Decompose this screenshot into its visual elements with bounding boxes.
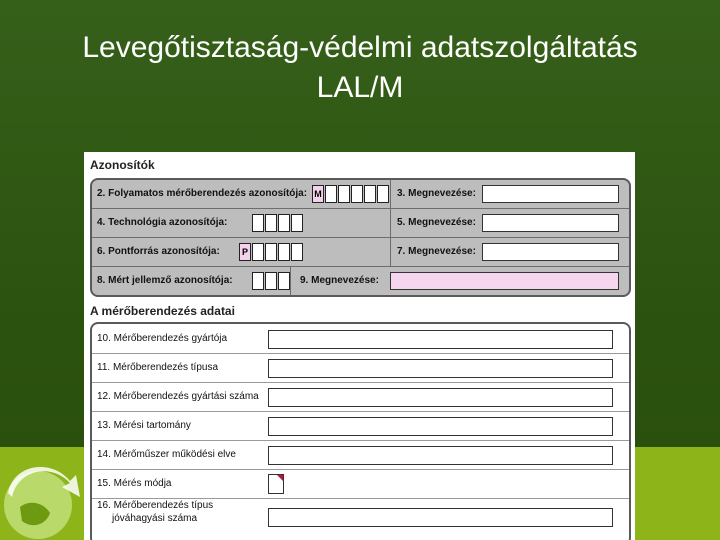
field-8-cells xyxy=(252,272,291,290)
id-row-3 xyxy=(92,238,629,267)
field-16-label: 16. Mérőberendezés típus xyxy=(97,500,214,511)
divider xyxy=(290,267,291,295)
id-cell[interactable] xyxy=(265,272,277,290)
title-line-2: LAL/M xyxy=(316,71,404,104)
id-cell[interactable] xyxy=(291,243,303,261)
device-row xyxy=(92,498,629,538)
globe-arrow-icon xyxy=(0,447,84,540)
id-cell[interactable] xyxy=(364,185,376,203)
device-row xyxy=(92,324,629,354)
id-row-4 xyxy=(92,267,629,295)
id-cell[interactable] xyxy=(351,185,363,203)
field-6-prefix: P xyxy=(239,243,251,261)
field-5-label: 5. Megnevezése: xyxy=(397,217,476,228)
field-2-cells xyxy=(312,185,390,203)
device-row xyxy=(92,469,629,499)
device-row xyxy=(92,411,629,441)
device-row xyxy=(92,440,629,470)
field-2-prefix: M xyxy=(312,185,324,203)
field-15-label: 15. Mérés módja xyxy=(97,478,172,489)
field-14-input[interactable] xyxy=(268,446,613,465)
id-cell[interactable] xyxy=(252,243,264,261)
identifiers-section-title: Azonosítók xyxy=(90,158,155,172)
id-cell[interactable] xyxy=(325,185,337,203)
field-16-input[interactable] xyxy=(268,508,613,527)
device-box xyxy=(90,322,631,540)
id-cell[interactable] xyxy=(278,243,290,261)
field-16-label-line2: jóváhagyási száma xyxy=(112,513,198,524)
field-4-label: 4. Technológia azonosítója: xyxy=(97,217,228,228)
id-row-1 xyxy=(92,180,629,209)
divider xyxy=(390,238,391,266)
id-cell[interactable] xyxy=(265,243,277,261)
field-13-label: 13. Mérési tartomány xyxy=(97,420,191,431)
divider xyxy=(390,209,391,237)
field-11-input[interactable] xyxy=(268,359,613,378)
field-4-cells xyxy=(252,214,304,232)
title-line-1: Levegőtisztaság-védelmi adatszolgáltatás xyxy=(82,31,638,64)
field-11-label: 11. Mérőberendezés típusa xyxy=(97,362,219,373)
id-cell[interactable] xyxy=(265,214,277,232)
field-10-input[interactable] xyxy=(268,330,613,349)
field-12-label: 12. Mérőberendezés gyártási száma xyxy=(97,391,259,402)
field-3-input[interactable] xyxy=(482,185,619,203)
field-9-label: 9. Megnevezése: xyxy=(300,275,379,286)
field-6-label: 6. Pontforrás azonosítója: xyxy=(97,246,220,257)
device-row xyxy=(92,353,629,383)
device-row xyxy=(92,382,629,412)
field-9-input[interactable] xyxy=(390,272,619,290)
field-2-label: 2. Folyamatos mérőberendezés azonosítója: xyxy=(97,188,308,199)
id-cell[interactable] xyxy=(278,272,290,290)
field-10-label: 10. Mérőberendezés gyártója xyxy=(97,333,228,344)
device-section-title: A mérőberendezés adatai xyxy=(90,304,235,318)
id-cell[interactable] xyxy=(377,185,389,203)
field-7-input[interactable] xyxy=(482,243,619,261)
field-14-label: 14. Mérőműszer működési elve xyxy=(97,449,236,460)
id-cell[interactable] xyxy=(252,272,264,290)
slide-title xyxy=(0,28,720,108)
form-image xyxy=(84,152,635,540)
id-cell[interactable] xyxy=(338,185,350,203)
id-cell[interactable] xyxy=(291,214,303,232)
field-12-input[interactable] xyxy=(268,388,613,407)
field-5-input[interactable] xyxy=(482,214,619,232)
field-13-input[interactable] xyxy=(268,417,613,436)
field-8-label: 8. Mért jellemző azonosítója: xyxy=(97,275,233,286)
id-row-2 xyxy=(92,209,629,238)
field-15-code-box[interactable] xyxy=(268,474,284,494)
identifiers-box xyxy=(90,178,631,297)
id-cell[interactable] xyxy=(252,214,264,232)
field-6-cells xyxy=(239,243,304,261)
id-cell[interactable] xyxy=(278,214,290,232)
field-7-label: 7. Megnevezése: xyxy=(397,246,476,257)
field-3-label: 3. Megnevezése: xyxy=(397,188,476,199)
divider xyxy=(390,180,391,208)
